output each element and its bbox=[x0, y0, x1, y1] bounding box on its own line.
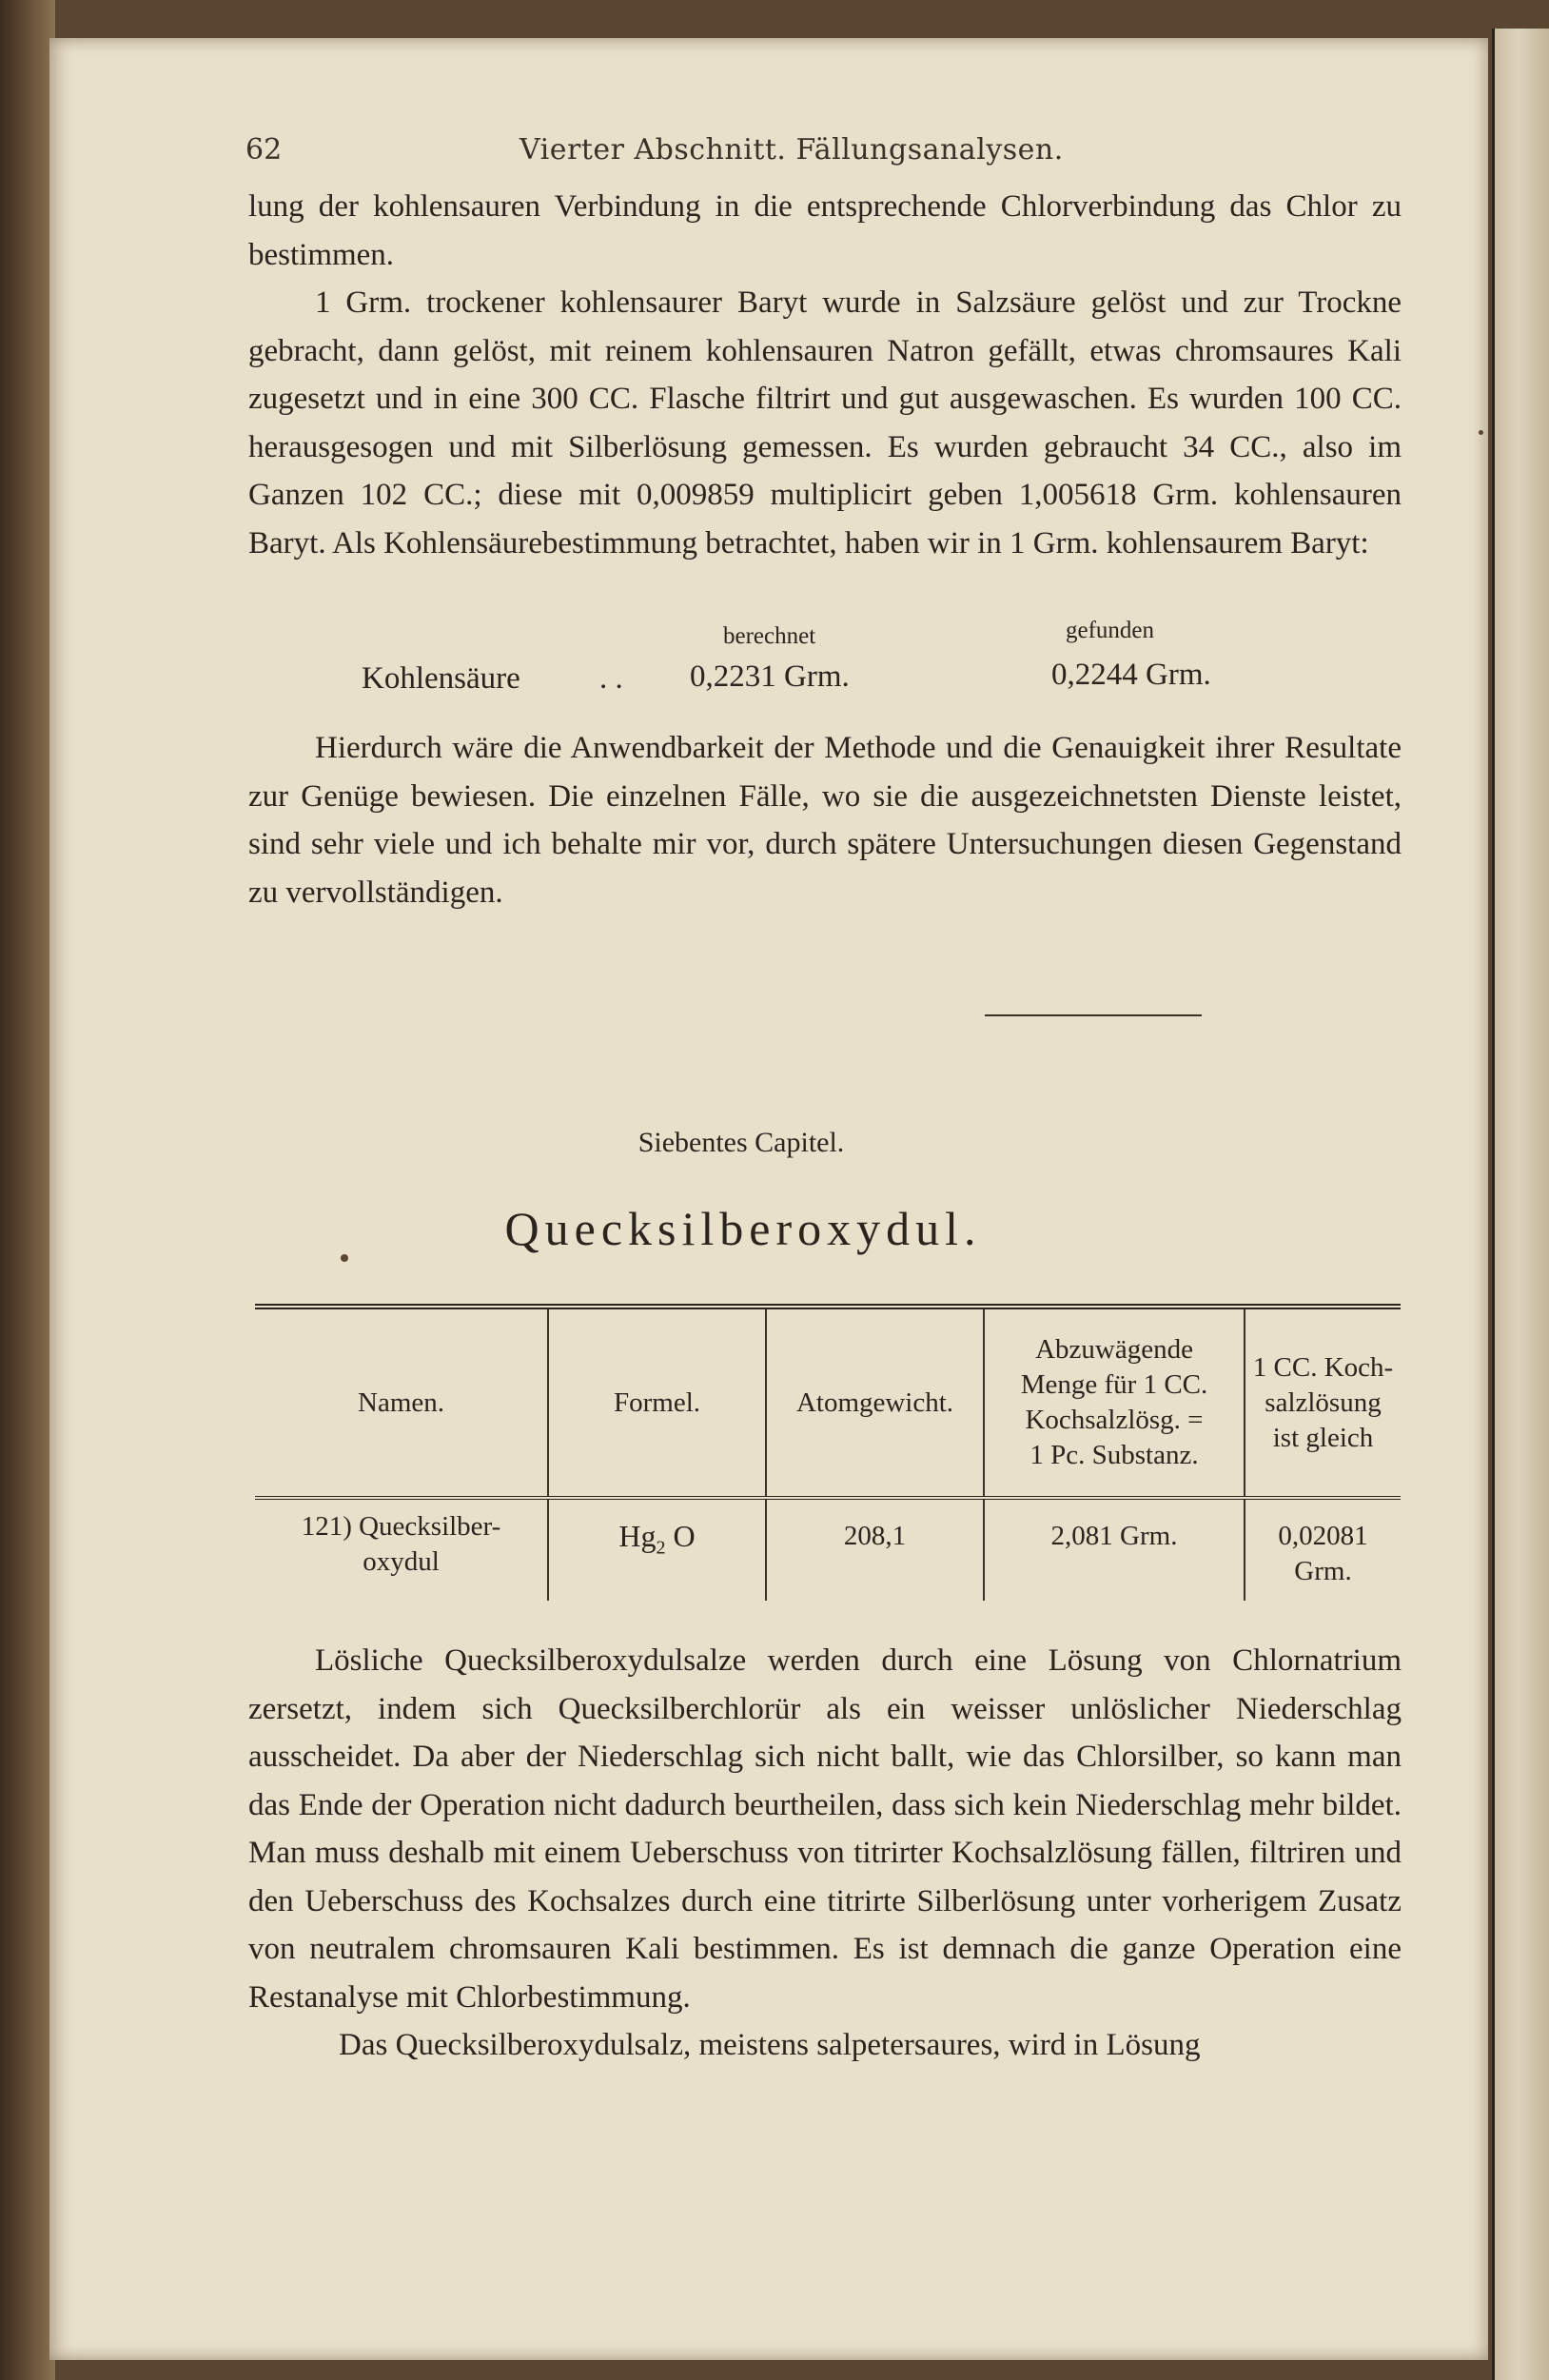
chapter-title: Quecksilberoxydul. bbox=[504, 1202, 982, 1255]
found-heading: gefunden bbox=[1066, 618, 1155, 643]
body-block-conclusion bbox=[248, 724, 1402, 916]
paragraph-method-text: Lösliche Quecksilberoxydulsalze werden durch eine Lösung von Chlornatrium zersetzt, indem sich Quecksilberchlorür als ein weisser unlöslicher Niederschlag ausscheidet. Da aber der Niederschlag sich nicht ballt, wie das Chlorsilber, so kann man das Ende der Operation nicht dadurch beurtheilen, dass sich kein Niederschlag mehr bildet. Man muss deshalb mit einem Ueberschuss von titrirter Kochsalzlösung fällen, filtriren und den Ueberschuss des Kochsalzes durch eine titrirte Silberlösung unter vorherigem Zusatz von neutralem chromsauren Kali bestimmen. Es ist demnach die ganze Operation eine Restanalyse mit Chlorbestimmung. bbox=[248, 1643, 1402, 2015]
calculated-heading: berechnet bbox=[723, 623, 816, 649]
header-equiv-line1: 1 CC. Koch- bbox=[1252, 1351, 1394, 1383]
paragraph-experiment-text: 1 Grm. trockener kohlensaurer Baryt wurde in Salzsäure gelöst und zur Trockne gebracht, dann gelöst, mit reinem kohlensauren Natron gefällt, etwas chromsaures Kali zugesetzt und in eine 300 CC. Flasche filtrirt und gut ausgewaschen. Es wurden 100 CC. herausgesogen und mit Silberlösung gemessen. Es wurden gebraucht 34 CC., also im Ganzen 102 CC.; diese mit 0,009859 multiplicirt geben 1,005618 Grm. kohlensauren Baryt. Als Kohlensäurebestimmung betrachtet, haben wir in 1 Grm. kohlensaurem Baryt: bbox=[248, 285, 1402, 561]
cell-equivalent: 0,02081 Grm. bbox=[1245, 1498, 1401, 1601]
cell-weigh: 2,081 Grm. bbox=[984, 1498, 1245, 1601]
cell-formula bbox=[548, 1498, 766, 1601]
formula-oxygen: O bbox=[665, 1519, 696, 1553]
header-weigh-line2: Menge für 1 CC. bbox=[1020, 1369, 1208, 1400]
header-formula: Formel. bbox=[548, 1307, 766, 1498]
chapter-number: Siebentes Capitel. bbox=[637, 1127, 845, 1158]
table-header-row bbox=[255, 1307, 1401, 1498]
body-block-top bbox=[248, 183, 1402, 567]
paragraph-method bbox=[248, 1637, 1402, 2021]
paragraph-continuation: lung der kohlensauren Verbindung in die entsprechende Chlorverbindung das Chlor zu bestimmen. bbox=[248, 189, 1402, 272]
result-label: Kohlensäure bbox=[362, 661, 520, 696]
running-title: Vierter Abschnitt. Fällungsanalysen. bbox=[520, 133, 1064, 167]
ink-speck bbox=[341, 1254, 348, 1262]
section-divider bbox=[985, 1014, 1202, 1016]
page-number: 62 bbox=[245, 133, 283, 167]
header-weigh-line3: Kochsalzlösg. = bbox=[1025, 1405, 1204, 1435]
paragraph-conclusion-text: Hierdurch wäre die Anwendbarkeit der Methode und die Genauigkeit ihrer Resultate zur Genüge bewiesen. Die einzelnen Fälle, wo sie die ausgezeichnetsten Dienste leistet, sind sehr viele und ich behalte mir vor, durch spätere Untersuchungen diesen Gegenstand zu vervollständigen. bbox=[248, 731, 1402, 910]
body-block-method bbox=[248, 1637, 1402, 2070]
header-equivalent bbox=[1245, 1307, 1401, 1498]
formula-subscript: 2 bbox=[656, 1537, 666, 1559]
header-weigh-line1: Abzuwägende bbox=[1035, 1334, 1193, 1365]
running-header bbox=[245, 133, 1406, 175]
result-dots: . . bbox=[599, 661, 623, 696]
cell-atomic-weight: 208,1 bbox=[766, 1498, 984, 1601]
found-value: 0,2244 Grm. bbox=[1051, 658, 1211, 692]
compound-table bbox=[255, 1304, 1401, 1601]
ink-speck bbox=[1479, 430, 1483, 435]
header-weigh-line4: 1 Pc. Substanz. bbox=[1029, 1440, 1199, 1470]
paragraph-procedure bbox=[248, 2021, 1402, 2070]
paragraph-procedure-text: Das Quecksilberoxydulsalz, meistens salpetersaures, wird in Lösung bbox=[339, 2028, 1201, 2062]
header-equiv-line3: ist gleich bbox=[1272, 1422, 1374, 1453]
calculated-value: 0,2231 Grm. bbox=[690, 659, 850, 694]
header-equiv-line2: salzlösung bbox=[1265, 1387, 1382, 1418]
cell-name-line1: 121) Quecksilber- bbox=[301, 1511, 501, 1542]
cell-name-line2: oxydul bbox=[363, 1546, 440, 1577]
cell-name bbox=[255, 1498, 548, 1601]
header-weigh-amount bbox=[984, 1307, 1245, 1498]
scan-left-edge bbox=[0, 0, 55, 2380]
formula-element: Hg bbox=[618, 1519, 657, 1553]
paragraph-experiment bbox=[248, 279, 1402, 567]
table-row bbox=[255, 1498, 1401, 1601]
header-name: Namen. bbox=[358, 1387, 444, 1418]
paragraph-conclusion bbox=[248, 724, 1402, 916]
header-atomic-weight: Atomgewicht. bbox=[766, 1307, 984, 1498]
